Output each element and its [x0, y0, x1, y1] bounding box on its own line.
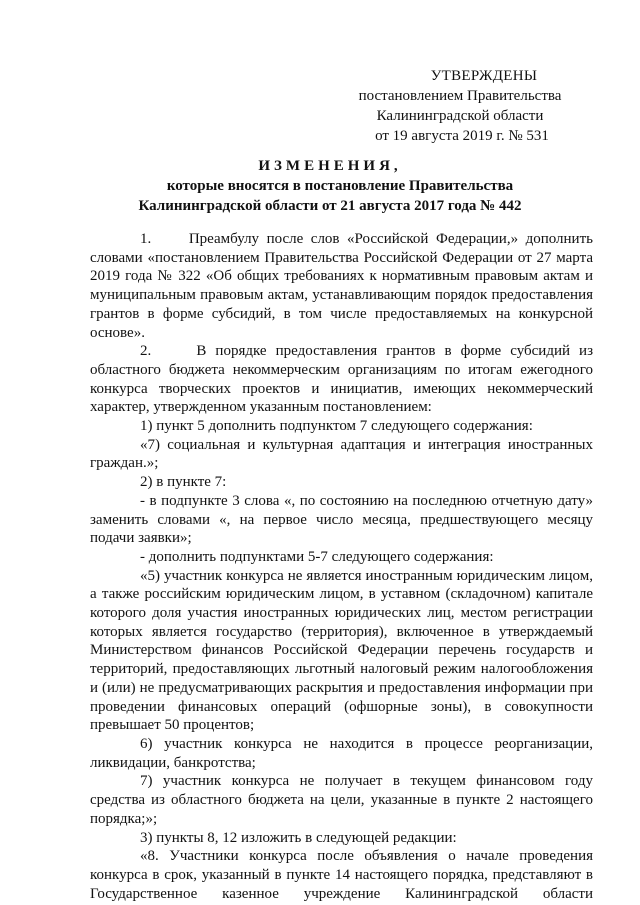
paragraph: «5) участник конкурса не является иностранным юридическим лицом, а также российским юридическим лицом, в уставном (складочном) капитале которого доля участия иностранных юридических лиц, местом регистрации которых является государство (территория), включенное в утверждаемый Министерством финансов Российской Федерации перечень государств и территорий, предоставляющих льготный налоговый режим налогообложения и (или) не предусматривающих раскрытия и предоставления информации при проведении финансовых операций (офшорные зоны), в совокупности превышает 50 процентов;: [90, 567, 593, 734]
paragraph: 2) в пункте 7:: [140, 474, 227, 491]
paragraph: - в подпункте 3 слова «, по состоянию на последнюю отчетную дату» заменить словами «, на первое число месяца, предшествующего месяцу подачи заявки»;: [90, 492, 593, 547]
approval-stamp: [330, 66, 590, 146]
paragraph: 7) участник конкурса не получает в текущем финансовом году средства из областного бюджета на цели, указанные в пункте 2 настоящего порядка;»;: [90, 773, 593, 827]
approval-heading: УТВЕРЖДЕНЫ: [430, 68, 538, 84]
title-subline: которые вносятся в постановление Правительства: [166, 178, 514, 194]
paragraph: «7) социальная и культурная адаптация и интеграция иностранных граждан.»;: [90, 436, 593, 472]
document-title: [0, 156, 640, 216]
paragraph: - дополнить подпунктами 5-7 следующего содержания:: [140, 548, 494, 565]
document-body: [90, 230, 593, 903]
paragraph: «8. Участники конкурса после объявления о начале проведения конкурса в срок, указанный в пункте 14 настоящего порядка, представляют в Государственное казенное учреждение Калининградской области: [90, 848, 593, 902]
approval-line: Калининградской области: [376, 108, 544, 124]
paragraph: 1) пункт 5 дополнить подпунктом 7 следующего содержания:: [140, 418, 533, 435]
approval-date-number: от 19 августа 2019 г. № 531: [375, 128, 549, 144]
paragraph: 1. Преамбулу после слов «Российской Федерации,» дополнить словами «постановлением Правительства Российской Федерации от 27 марта 2019 года № 322 «Об общих требованиях к нормативным правовым актам и муниципальным правовым актам, устанавливающим порядок предоставления грантов в форме субсидий, в том числе предоставляемых на конкурсной основе».: [90, 231, 593, 341]
paragraph: 2. В порядке предоставления грантов в форме субсидий из областного бюджета некоммерческим организациям по итогам ежегодного конкурса творческих проектов и инициатив, имеющих некоммерческий характер, утвержденном указанным постановлением:: [90, 343, 593, 416]
approval-line: постановлением Правительства: [358, 88, 562, 104]
paragraph: 6) участник конкурса не находится в процессе реорганизации, ликвидации, банкротства;: [90, 735, 593, 771]
paragraph: 3) пункты 8, 12 изложить в следующей редакции:: [140, 829, 457, 846]
title-heading: ИЗМЕНЕНИЯ,: [258, 158, 402, 174]
title-subline: Калининградской области от 21 августа 2017 года № 442: [138, 198, 522, 214]
